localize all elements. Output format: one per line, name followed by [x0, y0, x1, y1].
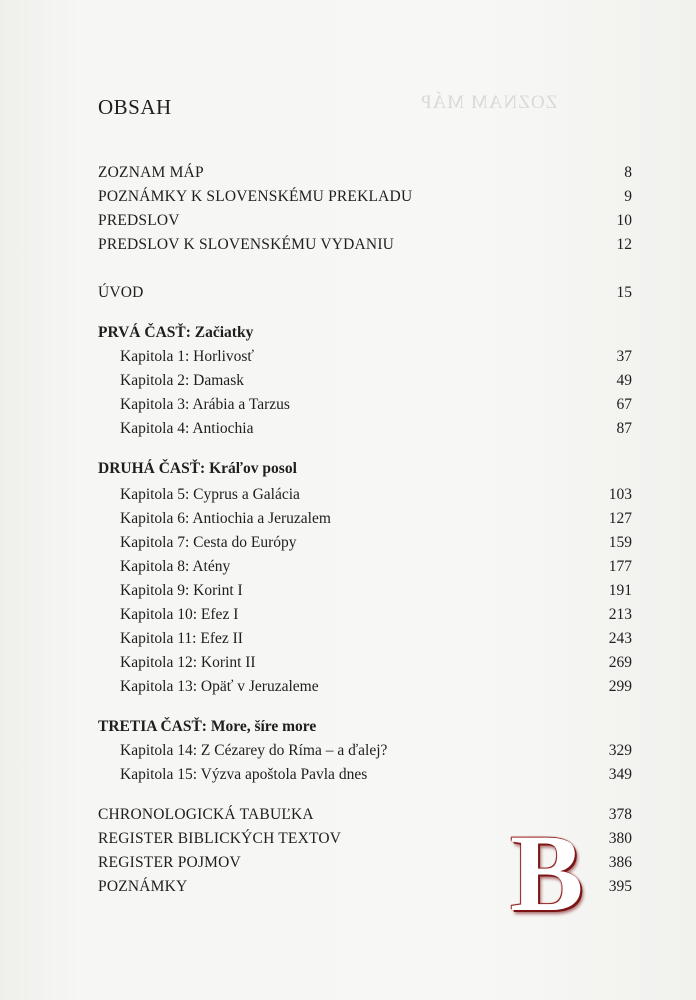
part-title: DRUHÁ ČASŤ: Kráľov posol — [98, 460, 297, 477]
toc-chapter — [98, 654, 632, 678]
chapter-label: Kapitola 4: Antiochia — [120, 420, 254, 437]
chapter-page: 87 — [616, 420, 632, 437]
toc-entry-label: POZNÁMKY — [98, 878, 188, 895]
toc-chapter — [98, 510, 632, 534]
toc-entry-label: PREDSLOV K SLOVENSKÉMU VYDANIU — [98, 236, 395, 253]
chapter-label: Kapitola 12: Korint II — [120, 654, 256, 671]
toc-chapter — [98, 742, 632, 766]
chapter-page: 177 — [608, 558, 632, 575]
chapter-label: Kapitola 2: Damask — [120, 372, 244, 389]
toc-part-heading — [98, 324, 632, 348]
toc-entry-page: 395 — [608, 878, 632, 895]
chapter-label: Kapitola 15: Výzva apoštola Pavla dnes — [120, 766, 368, 783]
toc-entry — [98, 212, 632, 236]
page-title: OBSAH — [98, 95, 172, 119]
toc-entry-label: REGISTER POJMOV — [98, 854, 241, 871]
toc-chapter — [98, 582, 632, 606]
chapter-page: 191 — [608, 582, 632, 599]
toc-chapter — [98, 630, 632, 654]
part-title: PRVÁ ČASŤ: Začiatky — [98, 324, 254, 341]
part-title: TRETIA ČASŤ: More, šíre more — [98, 718, 317, 735]
toc-chapter — [98, 558, 632, 582]
toc-entry — [98, 188, 632, 212]
toc-entry-page: 10 — [616, 212, 632, 229]
show-through-text: ZOZNAM MÁP — [420, 92, 558, 113]
toc-part-heading — [98, 718, 632, 742]
chapter-page: 127 — [608, 510, 632, 527]
chapter-label: Kapitola 14: Z Cézarey do Ríma – a ďalej? — [120, 742, 388, 759]
toc-entry-label: CHRONOLOGICKÁ TABUĽKA — [98, 806, 314, 823]
chapter-label: Kapitola 13: Opäť v Jeruzaleme — [120, 678, 319, 695]
toc-entry-page: 380 — [608, 830, 632, 847]
chapter-label: Kapitola 10: Efez I — [120, 606, 239, 623]
toc-part-heading — [98, 460, 632, 484]
chapter-page: 67 — [616, 396, 632, 413]
chapter-label: Kapitola 1: Horlivosť — [120, 348, 255, 365]
chapter-label: Kapitola 3: Arábia a Tarzus — [120, 396, 290, 413]
toc-entry-page: 386 — [608, 854, 632, 871]
chapter-page: 159 — [608, 534, 632, 551]
toc-entry-page: 8 — [624, 164, 632, 181]
chapter-page: 299 — [608, 678, 632, 695]
chapter-label: Kapitola 11: Efez II — [120, 630, 243, 647]
toc-chapter — [98, 678, 632, 702]
toc-chapter — [98, 606, 632, 630]
toc-entry-page: 378 — [608, 806, 632, 823]
toc-chapter — [98, 372, 632, 396]
toc-entry-page: 12 — [616, 236, 632, 253]
publisher-logo-watermark: B — [510, 812, 584, 934]
toc-entry-label: PREDSLOV — [98, 212, 180, 229]
chapter-page: 213 — [608, 606, 632, 623]
chapter-page: 49 — [616, 372, 632, 389]
toc-chapter — [98, 766, 632, 790]
toc-entry-label: ÚVOD — [98, 284, 144, 301]
chapter-label: Kapitola 5: Cyprus a Galácia — [120, 486, 300, 503]
chapter-label: Kapitola 8: Atény — [120, 558, 231, 575]
toc-entry-label: POZNÁMKY K SLOVENSKÉMU PREKLADU — [98, 188, 413, 205]
toc-entry-label: ZOZNAM MÁP — [98, 164, 204, 181]
toc-entry-page: 9 — [624, 188, 632, 205]
toc-chapter — [98, 534, 632, 558]
chapter-page: 349 — [608, 766, 632, 783]
toc-entry — [98, 236, 632, 260]
chapter-label: Kapitola 6: Antiochia a Jeruzalem — [120, 510, 331, 527]
chapter-label: Kapitola 7: Cesta do Európy — [120, 534, 297, 551]
chapter-page: 103 — [608, 486, 632, 503]
chapter-page: 243 — [608, 630, 632, 647]
chapter-page: 329 — [608, 742, 632, 759]
toc-entry-page: 15 — [616, 284, 632, 301]
toc-chapter — [98, 396, 632, 420]
toc-chapter — [98, 348, 632, 372]
toc-entry-label: REGISTER BIBLICKÝCH TEXTOV — [98, 830, 342, 847]
chapter-page: 269 — [608, 654, 632, 671]
chapter-page: 37 — [616, 348, 632, 365]
toc-chapter — [98, 420, 632, 444]
chapter-label: Kapitola 9: Korint I — [120, 582, 243, 599]
toc-entry — [98, 284, 632, 308]
toc-chapter — [98, 486, 632, 510]
toc-entry — [98, 164, 632, 188]
